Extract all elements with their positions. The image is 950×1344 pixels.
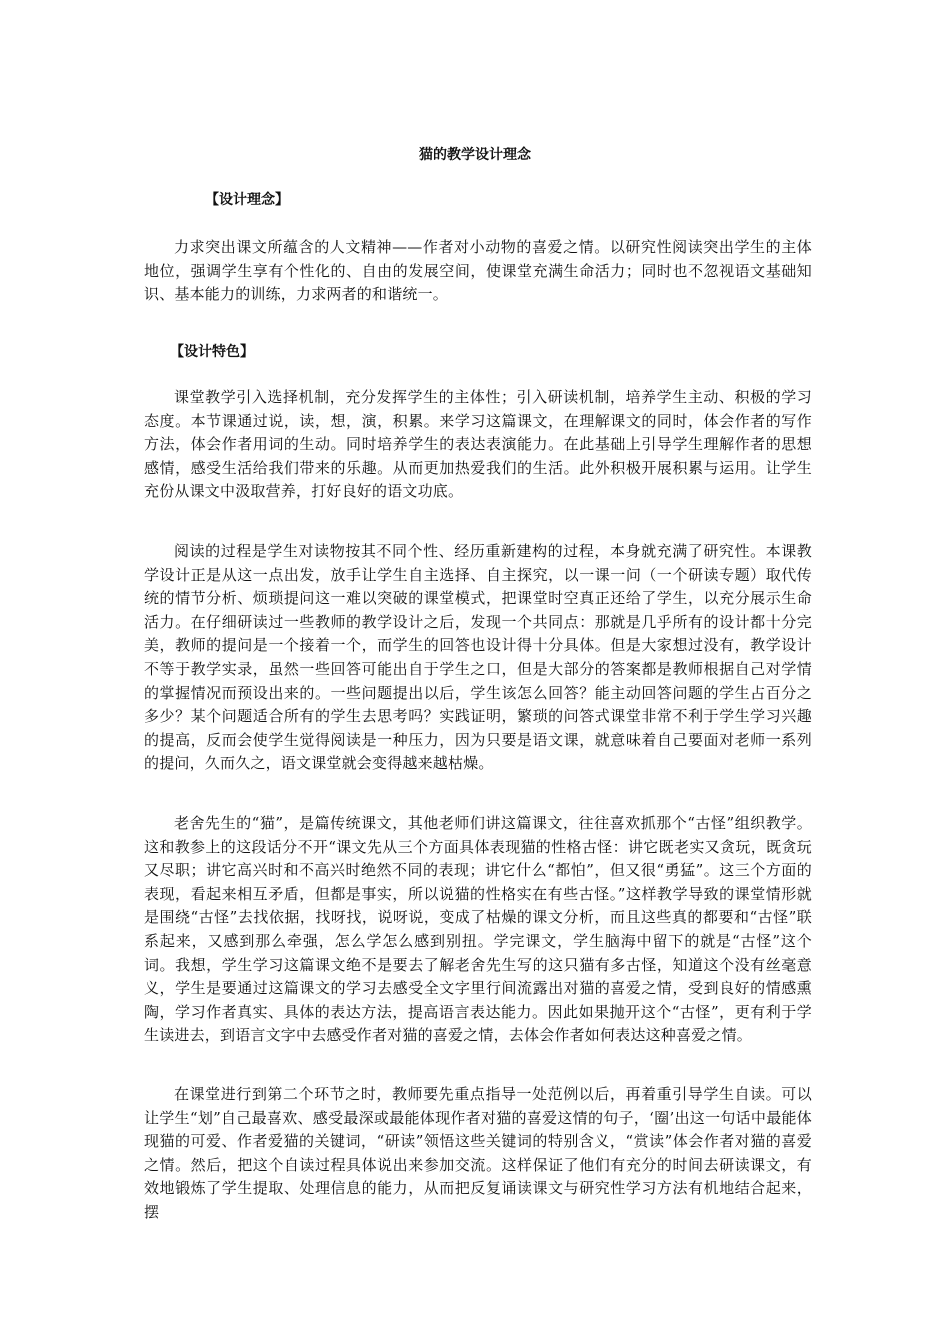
section-heading-design-features: 【设计特色】: [170, 344, 254, 360]
paragraph-design-concept: 力求突出课文所蕴含的人文精神——作者对小动物的喜爱之情。以研究性阅读突出学生的主体地位，强调学生享有个性化的、自由的发展空间，使课堂充满生命活力；同时也不忽视语文基础知识、基本能力的训练，力求两者的和谐统一。: [144, 238, 812, 304]
paragraph-features-3: 老舍先生的“猫”，是篇传统课文，其他老师们讲这篇课文，往往喜欢抓那个“古怪”组织教学。这和教参上的这段话分不开“课文先从三个方面具体表现猫的性格古怪：讲它既老实又贪玩，既贪玩又尽职；讲它高兴时和不高兴时绝然不同的表现；讲它什么“都怕”，但又很“勇猛”。这三个方面的表现，看起来相互矛盾，但都是事实，所以说猫的性格实在有些古怪。”这样教学导致的课堂情形就是围绕“古怪”去找依据，找呀找，说呀说，变成了枯燥的课文分析，而且这些真的都要和“古怪”联系起来，又感到那么牵强，怎么学怎么感到别扭。学完课文，学生脑海中留下的就是“古怪”这个词。我想，学生学习这篇课文绝不是要去了解老舍先生写的这只猫有多古怪，知道这个没有丝毫意义，学生是要通过这篇课文的学习去感受全文字里行间流露出对猫的喜爱之情，受到良好的情感熏陶，学习作者真实、具体的表达方法，提高语言表达能力。因此如果抛开这个“古怪”，更有利于学生读进去，到语言文字中去感受作者对猫的喜爱之情，去体会作者如何表达这种喜爱之情。: [144, 814, 812, 1045]
section-heading-design-concept: 【设计理念】: [205, 192, 289, 208]
paragraph-features-1: 课堂教学引入选择机制，充分发挥学生的主体性；引入研读机制，培养学生主动、积极的学习态度。本节课通过说，读，想，演，积累。来学习这篇课文，在理解课文的同时，体会作者的写作方法，体会作者用词的生动。同时培养学生的表达表演能力。在此基础上引导学生理解作者的思想感情，感受生活给我们带来的乐趣。从而更加热爱我们的生活。此外积极开展积累与运用。让学生充份从课文中汲取营养，打好良好的语文功底。: [144, 388, 812, 501]
paragraph-features-4: 在课堂进行到第二个环节之时，教师要先重点指导一处范例以后，再着重引导学生自读。可以让学生“划”自己最喜欢、感受最深或最能体现作者对猫的喜爱这情的句子，‘圈’出这一句话中最能体现猫的可爱、作者爱猫的关键词，“研读”领悟这些关键词的特别含义，“赏读”体会作者对猫的喜爱之情。然后，把这个自读过程具体说出来参加交流。这样保证了他们有充分的时间去研读课文，有效地锻炼了学生提取、处理信息的能力，从而把反复诵读课文与研究性学习方法有机地结合起来，摆: [144, 1085, 812, 1221]
document-title: 猫的教学设计理念: [419, 147, 531, 163]
paragraph-features-2: 阅读的过程是学生对读物按其不同个性、经历重新建构的过程，本身就充满了研究性。本课教学设计正是从这一点出发，放手让学生自主选择、自主探究，以一课一问（一个研读专题）取代传统的情节分析、烦琐提问这一难以突破的课堂模式，把课堂时空真正还给了学生，以充分展示生命活力。在仔细研读过一些教师的教学设计之后，发现一个共同点：那就是几乎所有的设计都十分完美，教师的提问是一个接着一个，而学生的回答也设计得十分具体。但是大家想过没有，教学设计不等于教学实录，虽然一些回答可能出自于学生之口，但是大部分的答案都是教师根据自己对学情的掌握情况而预设出来的。一些问题提出以后，学生该怎么回答？能主动回答问题的学生占百分之多少？某个问题适合所有的学生去思考吗？实践证明，繁琐的问答式课堂非常不利于学生学习兴趣的提高，反而会使学生觉得阅读是一种压力，因为只要是语文课，就意味着自己要面对老师一系列的提问，久而久之，语文课堂就会变得越来越枯燥。: [144, 542, 812, 773]
